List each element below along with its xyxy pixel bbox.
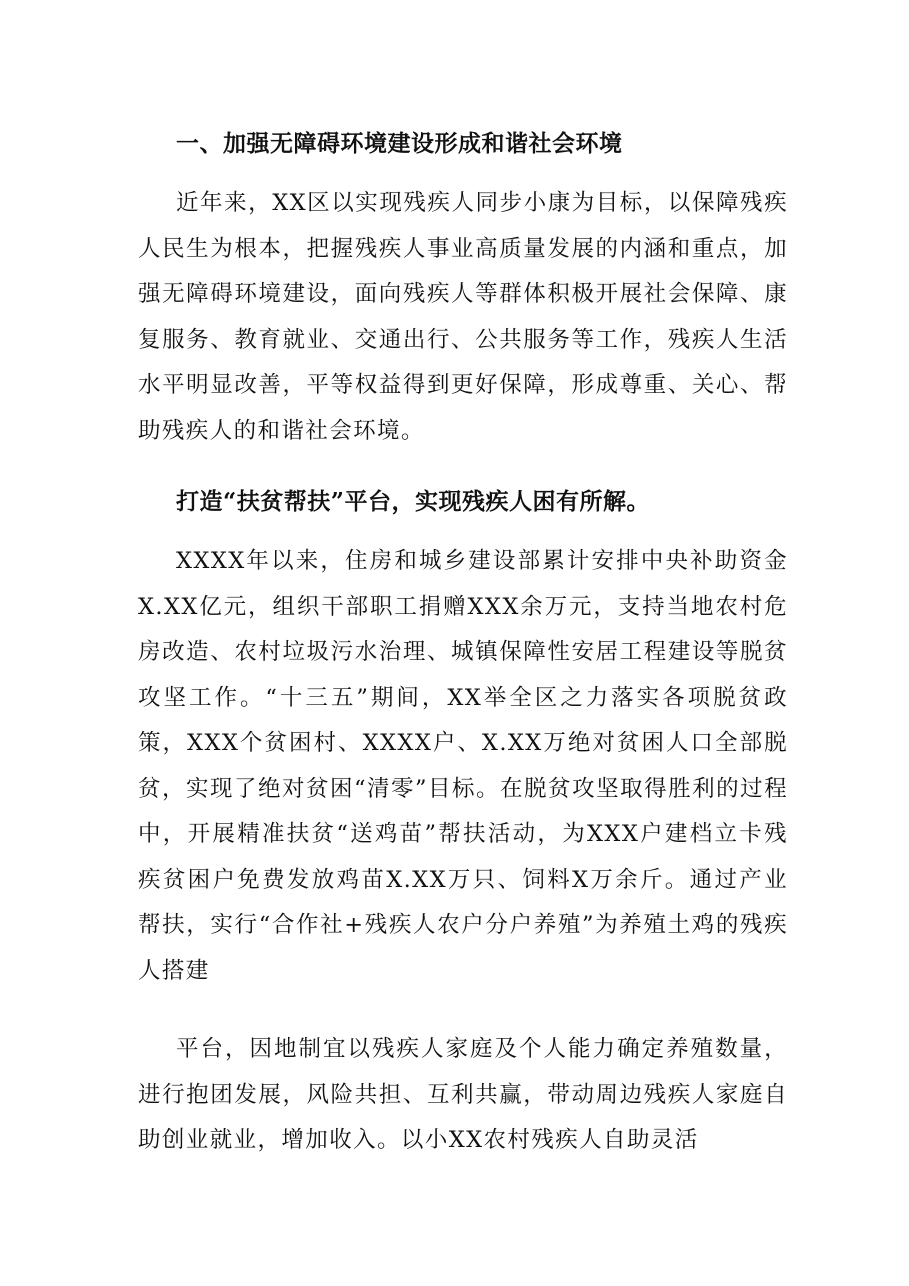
- subsection-heading: 打造“扶贫帮扶”平台，实现残疾人困有所解。: [176, 488, 650, 515]
- body-paragraph: XXXX年以来，住房和城乡建设部累计安排中央补助资金X.XX亿元，组织干部职工捐赠XXX余万元，支持当地农村危房改造、农村垃圾污水治理、城镇保障性安居工程建设等脱贫攻坚工作。“十三五”期间，XX举全区之力落实各项脱贫政策，XXX个贫困村、XXXX户、X.XX万绝对贫困人口全部脱贫，实现了绝对贫困“清零”目标。在脱贫攻坚取得胜利的过程中，开展精准扶贫“送鸡苗”帮扶活动，为XXX户建档立卡残疾贫困户免费发放鸡苗X.XX万只、饲料X万余斤。通过产业帮扶，实行“合作社+残疾人农户分户养殖”为养殖土鸡的残疾人搭建: [138, 548, 788, 984]
- body-paragraph: 近年来，XX区以实现残疾人同步小康为目标，以保障残疾人民生为根本，把握残疾人事业高质量发展的内涵和重点，加强无障碍环境建设，面向残疾人等群体积极开展社会保障、康复服务、教育就业、交通出行、公共服务等工作，残疾人生活水平明显改善，平等权益得到更好保障，形成尊重、关心、帮助残疾人的和谐社会环境。: [138, 190, 788, 444]
- body-paragraph: 平台，因地制宜以残疾人家庭及个人能力确定养殖数量，进行抱团发展，风险共担、互利共赢，带动周边残疾人家庭自助创业就业，增加收入。以小XX农村残疾人自助灵活: [138, 1036, 788, 1153]
- section-heading: 一、加强无障碍环境建设形成和谐社会环境: [176, 130, 623, 157]
